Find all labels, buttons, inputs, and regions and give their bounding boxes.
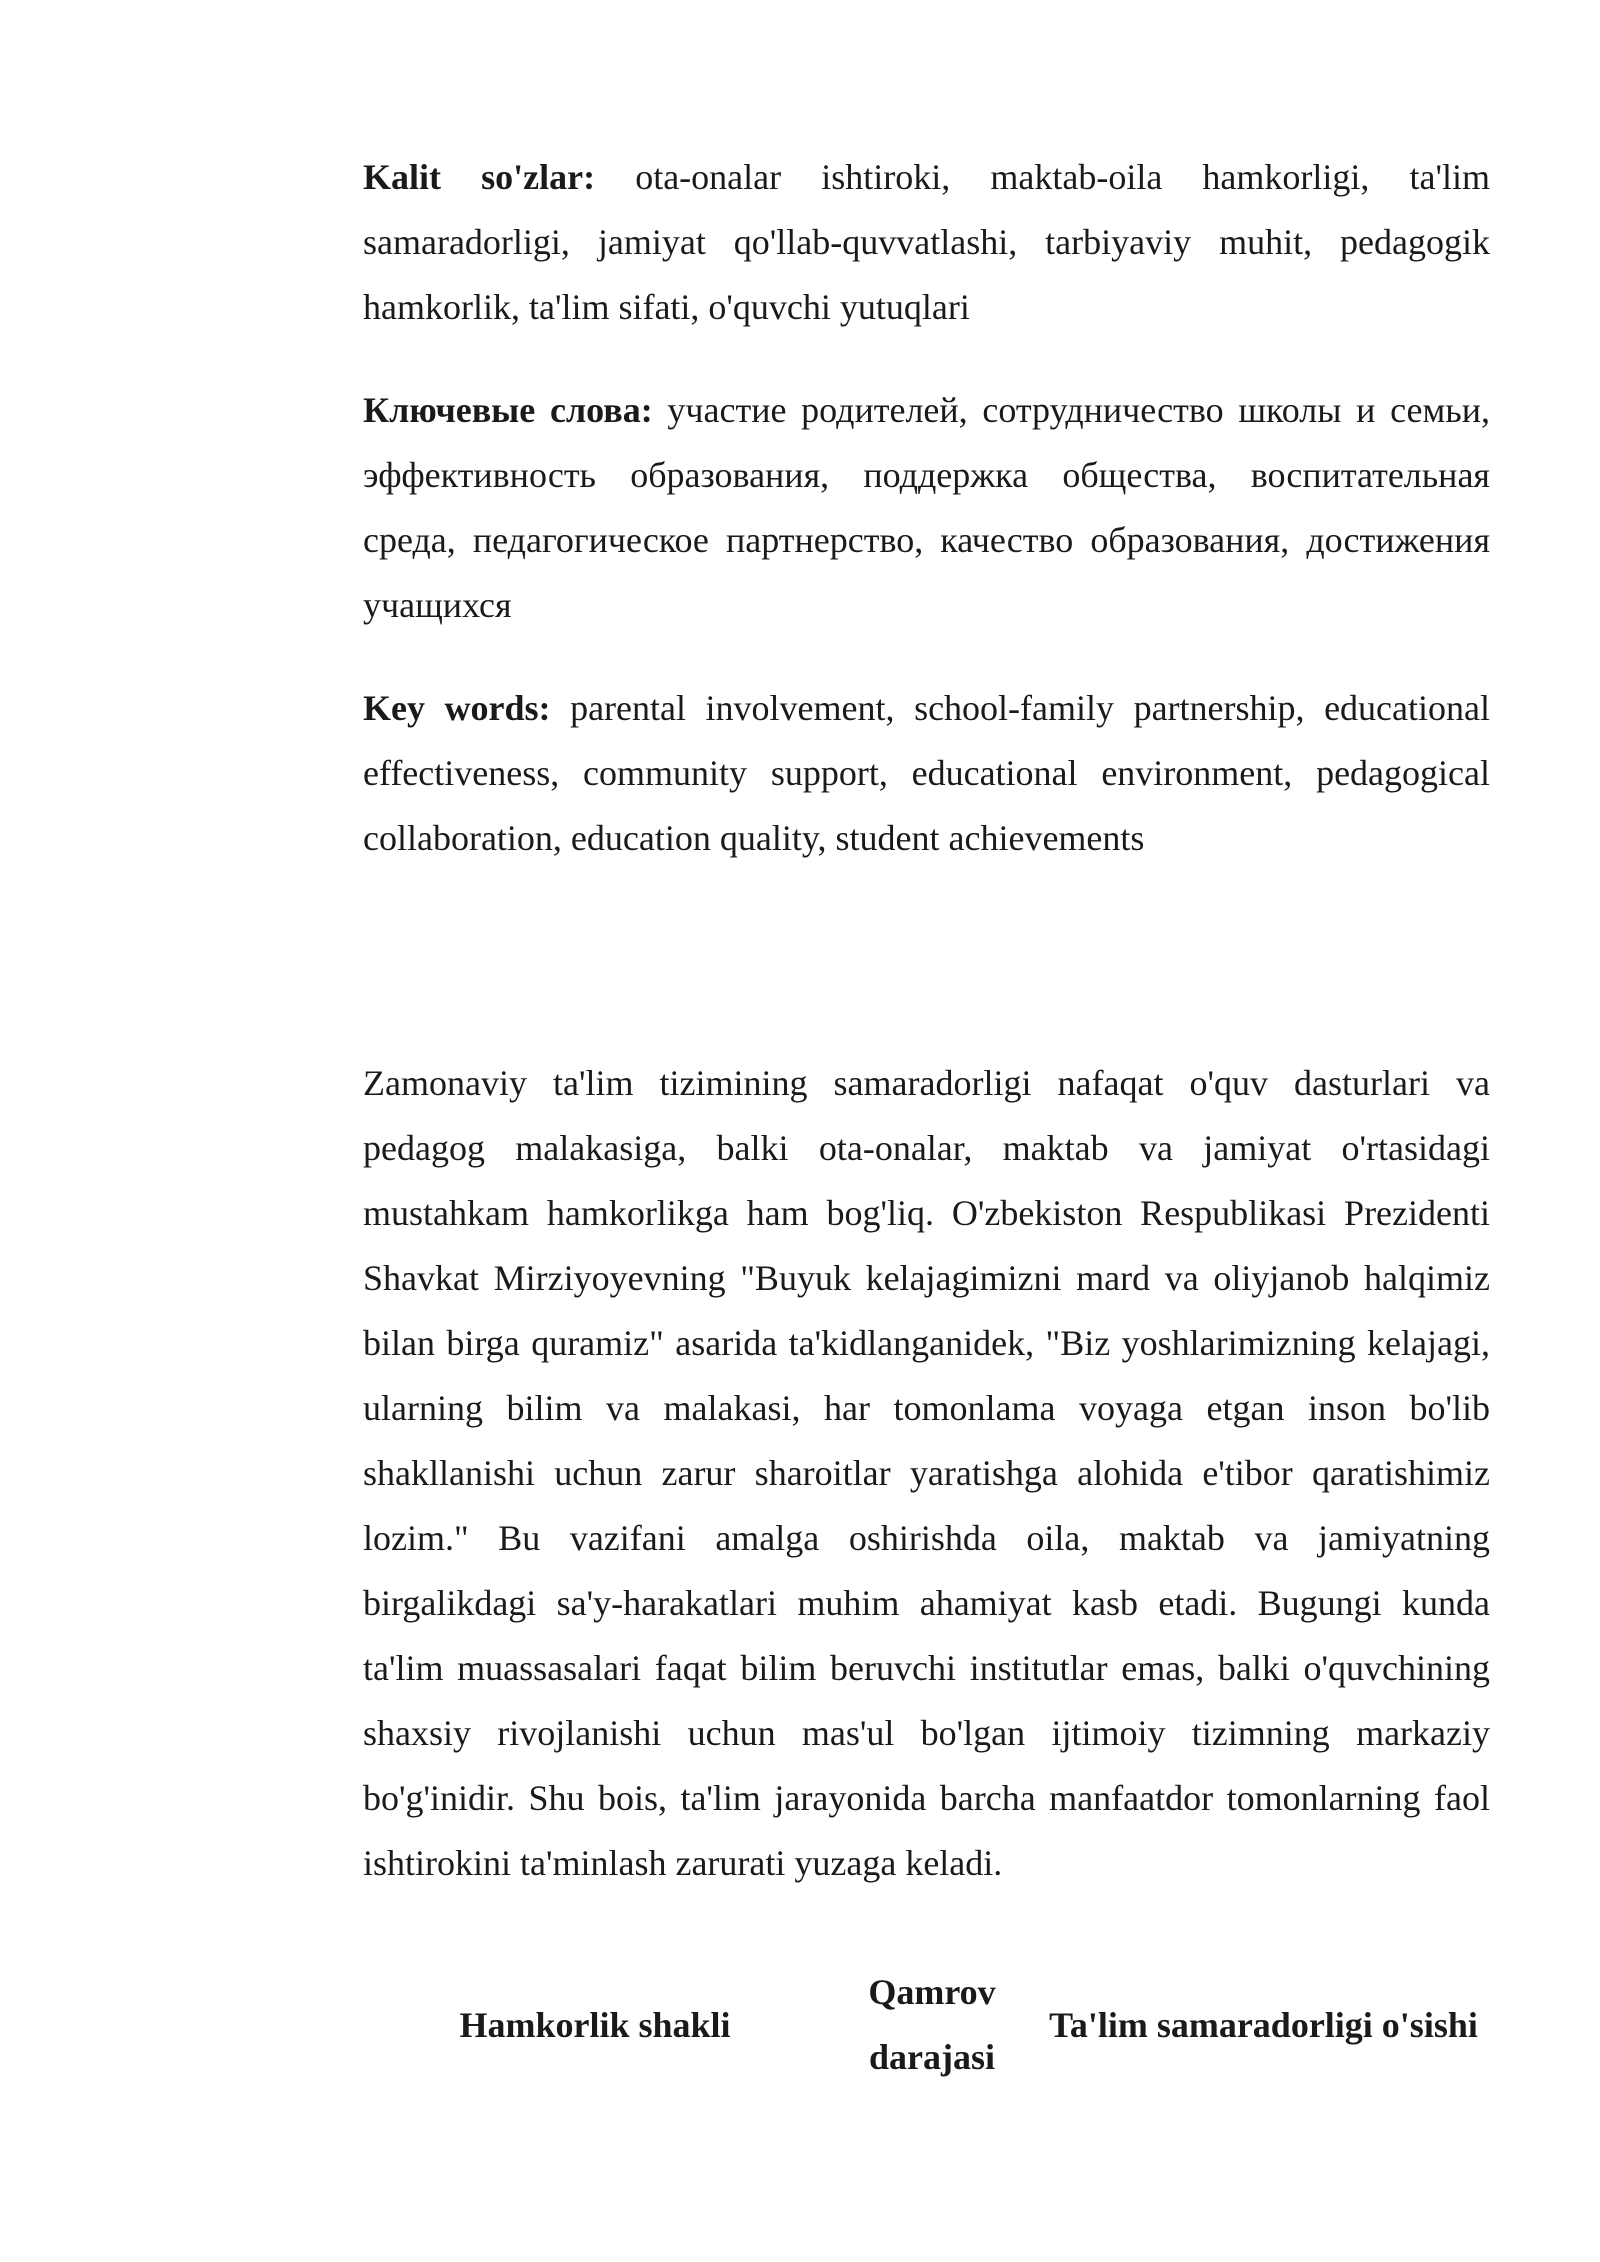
- keywords-uzbek: [363, 145, 1490, 340]
- intro-paragraph: Zamonaviy ta'lim tizimining samaradorligi nafaqat o'quv dasturlari va pedagog malakasiga, balki ota-onalar, maktab va jamiyat o'rtasidagi mustahkam hamkorlikga ham bog'liq. O'zbekiston Respublikasi Prezidenti Shavkat Mirziyoyevning "Buyuk kelajagimizni mard va oliyjanob halqimiz bilan birga quramiz" asarida ta'kidlanganidek, "Biz yoshlarimizning kelajagi, ularning bilim va malakasi, har tomonlama voyaga etgan inson bo'lib shakllanishi uchun zarur sharoitlar yaratishga alohida e'tibor qaratishimiz lozim." Bu vazifani amalga oshirishda oila, maktab va jamiyatning birgalikdagi sa'y-harakatlari muhim ahamiyat kasb etadi. Bugungi kunda ta'lim muassasalari faqat bilim beruvchi institutlar emas, balki o'quvchining shaxsiy rivojlanishi uchun mas'ul bo'lgan ijtimoiy tizimning markaziy bo'g'inidir. Shu bois, ta'lim jarayonida barcha manfaatdor tomonlarning faol ishtirokini ta'minlash zarurati yuzaga keladi.: [363, 1063, 1490, 1883]
- keywords-english-label: Key words:: [363, 688, 551, 728]
- table-header-efficiency-growth: Ta'lim samaradorligi o'sishi: [1049, 2004, 1478, 2045]
- keywords-uzbek-text: ota-onalar ishtiroki, maktab-oila hamkorligi, ta'lim samaradorligi, jamiyat qo'llab-quvvatlashi, tarbiyaviy muhit, pedagogik hamkorlik, ta'lim sifati, o'quvchi yutuqlari: [363, 157, 1490, 327]
- table-header-cooperation-form: Hamkorlik shakli: [459, 2004, 731, 2045]
- keywords-uzbek-label: Kalit so'zlar:: [363, 157, 596, 197]
- keywords-english-text: parental involvement, school-family partnership, educational effectiveness, community support, educational environment, pedagogical collaboration, education quality, student achievements: [363, 688, 1490, 858]
- table-header-coverage-level: Qamrov darajasi: [868, 1972, 996, 2077]
- keywords-english: [363, 676, 1490, 871]
- keywords-russian-text: участие родителей, сотрудничество школы и семьи, эффективность образования, поддержка общества, воспитательная среда, педагогическое партнерство, качество образования, достижения учащихся: [363, 390, 1490, 625]
- section-spacer: [363, 909, 1490, 1051]
- keywords-russian-label: Ключевые слова:: [363, 390, 653, 430]
- keywords-russian: [363, 378, 1490, 638]
- table-header-row: [363, 1960, 1490, 2090]
- document-page: [363, 145, 1490, 1896]
- results-table: [363, 1960, 1490, 2090]
